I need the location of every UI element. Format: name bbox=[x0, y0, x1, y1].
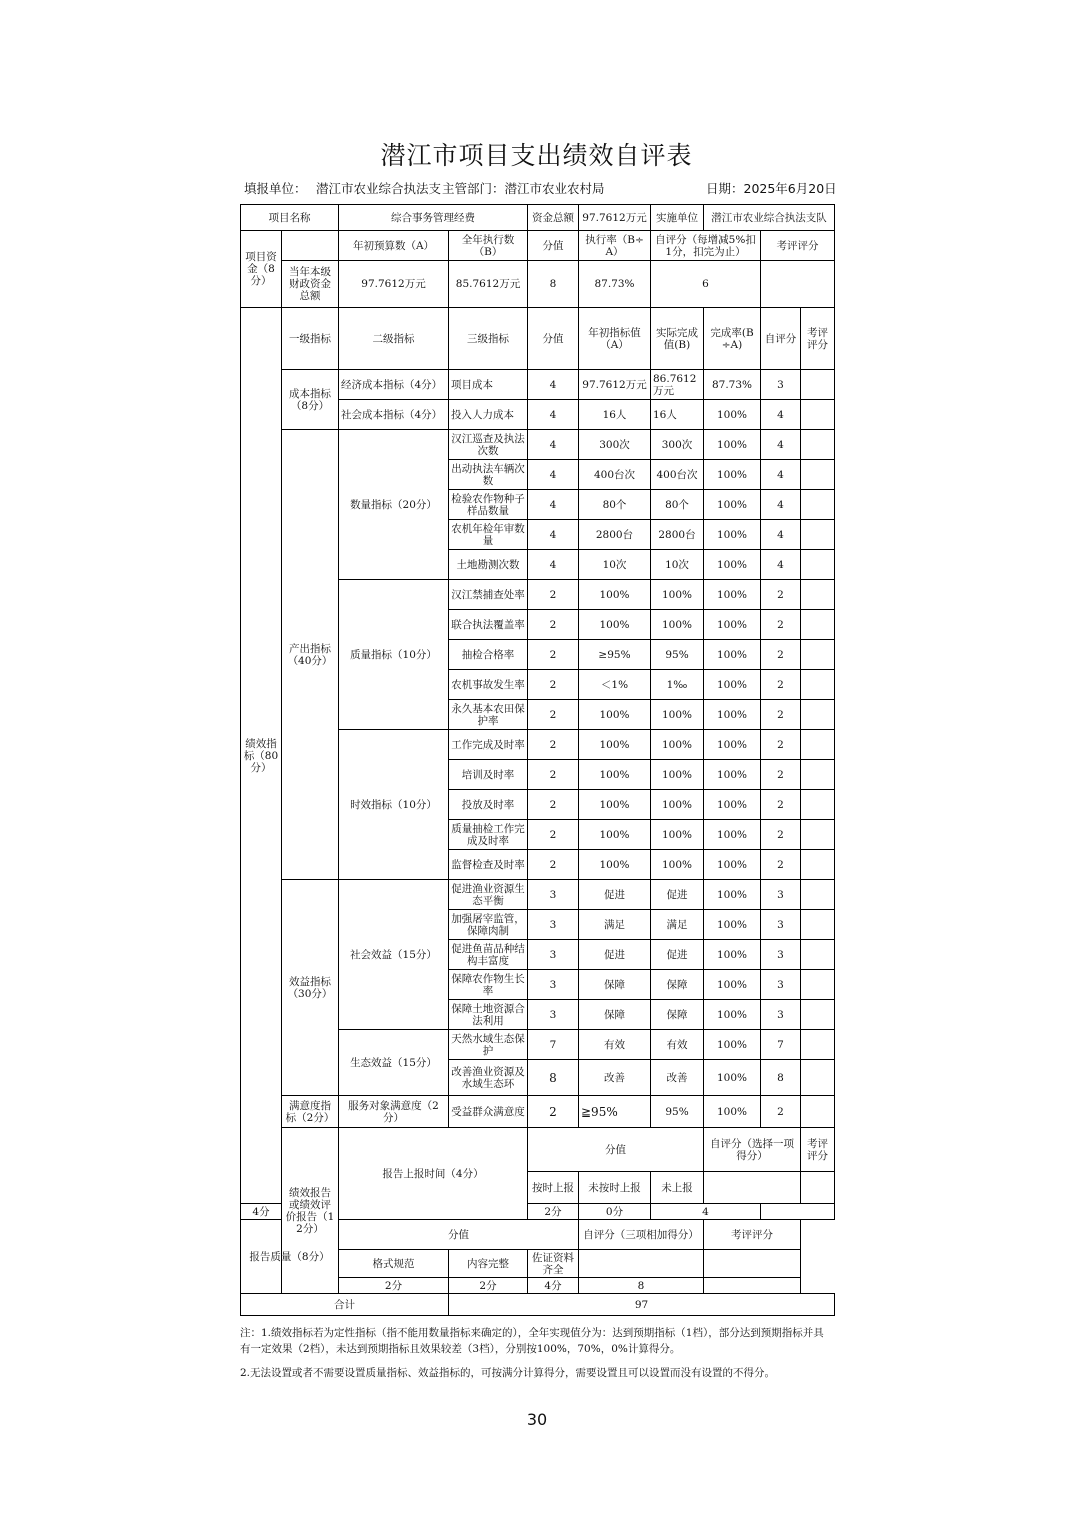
indicator-score: 2 bbox=[528, 700, 579, 730]
indicator-rate: 100% bbox=[704, 1096, 761, 1128]
report-quality-label: 报告质量（8分） bbox=[241, 1220, 339, 1294]
indicator-actual: 100% bbox=[651, 730, 704, 760]
indicator-name: 汉江禁捕查处率 bbox=[449, 580, 528, 610]
indicator-rate: 87.73% bbox=[704, 370, 761, 400]
indicator-rate: 100% bbox=[704, 1030, 761, 1060]
quality-review-blank bbox=[704, 1250, 801, 1278]
report-self-choose: 自评分（选择一项得分） bbox=[704, 1128, 801, 1172]
indicator-target: 100% bbox=[579, 790, 651, 820]
quality-review-label: 考评评分 bbox=[704, 1220, 801, 1250]
indicator-score: 4 bbox=[528, 400, 579, 430]
points-on-time: 4分 bbox=[241, 1204, 282, 1220]
indicator-target: 100% bbox=[579, 580, 651, 610]
points-content: 2分 bbox=[449, 1278, 528, 1294]
indicator-self: 2 bbox=[761, 760, 801, 790]
indicator-rate: 100% bbox=[704, 790, 761, 820]
report-date: 日期：2025年6月20日 bbox=[706, 181, 837, 196]
perf-score-header: 分值 bbox=[528, 308, 579, 370]
indicator-rate: 100% bbox=[704, 460, 761, 490]
indicator-score: 4 bbox=[528, 520, 579, 550]
indicator-actual: 100% bbox=[651, 700, 704, 730]
indicator-rate: 100% bbox=[704, 1060, 761, 1096]
indicator-self: 4 bbox=[761, 550, 801, 580]
indicator-score: 2 bbox=[528, 820, 579, 850]
exec-header: 全年执行数（B） bbox=[449, 231, 528, 261]
budget-value: 97.7612万元 bbox=[339, 261, 449, 308]
total-funds: 97.7612万元 bbox=[579, 205, 651, 231]
page-number: 30 bbox=[526, 1410, 548, 1429]
indicator-rate: 100% bbox=[704, 970, 761, 1000]
indicator-target: 满足 bbox=[579, 910, 651, 940]
indicator-actual: 改善 bbox=[651, 1060, 704, 1096]
indicator-review bbox=[801, 430, 835, 460]
indicator-actual: 100% bbox=[651, 580, 704, 610]
points-evidence: 4分 bbox=[528, 1278, 579, 1294]
indicator-name: 培训及时率 bbox=[449, 760, 528, 790]
indicator-target: 97.7612万元 bbox=[579, 370, 651, 400]
indicator-self: 3 bbox=[761, 370, 801, 400]
supervising-dept: 主管部门：潜江市农业农村局 bbox=[442, 181, 605, 196]
indicator-actual: 100% bbox=[651, 760, 704, 790]
fill-unit-value: 潜江市农业综合执法支 bbox=[316, 181, 442, 196]
satisfaction-indicator: 满意度指标（2分） bbox=[282, 1096, 339, 1128]
indicator-self: 2 bbox=[761, 610, 801, 640]
indicator-rate: 100% bbox=[704, 880, 761, 910]
option-format: 格式规范 bbox=[339, 1250, 449, 1278]
indicator-actual: 95% bbox=[651, 640, 704, 670]
indicator-rate: 100% bbox=[704, 490, 761, 520]
indicator-name: 汉江巡查及执法次数 bbox=[449, 430, 528, 460]
indicator-actual: 1‰ bbox=[651, 670, 704, 700]
indicator-score: 2 bbox=[528, 850, 579, 880]
benefit-indicator: 效益指标（30分） bbox=[282, 880, 339, 1096]
indicator-actual: 100% bbox=[651, 850, 704, 880]
social-cost-indicator: 社会成本指标（4分） bbox=[339, 400, 449, 430]
indicator-target: 保障 bbox=[579, 970, 651, 1000]
indicator-target: 2800台 bbox=[579, 520, 651, 550]
option-evidence: 佐证资料齐全 bbox=[528, 1250, 579, 1278]
total-funds-label: 资金总额 bbox=[528, 205, 579, 231]
indicator-actual: 保障 bbox=[651, 970, 704, 1000]
report-time-self-score: 4 bbox=[651, 1204, 761, 1220]
cost-indicator: 成本指标（8分） bbox=[282, 370, 339, 430]
perf-review-header: 考评评分 bbox=[801, 308, 835, 370]
indicator-self: 4 bbox=[761, 400, 801, 430]
points-format: 2分 bbox=[339, 1278, 449, 1294]
indicator-score: 2 bbox=[528, 670, 579, 700]
indicator-self: 3 bbox=[761, 1000, 801, 1030]
indicator-self: 2 bbox=[761, 580, 801, 610]
page-title: 潜江市项目支出绩效自评表 bbox=[380, 141, 693, 170]
indicator-target: 10次 bbox=[579, 550, 651, 580]
project-name: 综合事务管理经费 bbox=[339, 205, 528, 231]
indicator-name: 保障农作物生长率 bbox=[449, 970, 528, 1000]
indicator-name: 监督检查及时率 bbox=[449, 850, 528, 880]
indicator-rate: 100% bbox=[704, 550, 761, 580]
indicator-name: 改善渔业资源及水域生态环 bbox=[449, 1060, 528, 1096]
indicator-target: 100% bbox=[579, 700, 651, 730]
indicator-name: 促进鱼苗品种结构丰富度 bbox=[449, 940, 528, 970]
indicator-score: 7 bbox=[528, 1030, 579, 1060]
indicator-target: ≥95% bbox=[579, 640, 651, 670]
indicator-review bbox=[801, 970, 835, 1000]
indicator-rate: 100% bbox=[704, 520, 761, 550]
indicator-name: 联合执法覆盖率 bbox=[449, 610, 528, 640]
indicator-score: 2 bbox=[528, 790, 579, 820]
indicator-score: 3 bbox=[528, 910, 579, 940]
indicator-actual: 有效 bbox=[651, 1030, 704, 1060]
indicator-review bbox=[801, 820, 835, 850]
quality-score-label: 分值 bbox=[339, 1220, 579, 1250]
target-header: 年初指标值（A） bbox=[579, 308, 651, 370]
indicator-name: 加强屠宰监管，保障肉制 bbox=[449, 910, 528, 940]
budget-header: 年初预算数（A） bbox=[339, 231, 449, 261]
indicator-target: 80个 bbox=[579, 490, 651, 520]
indicator-score: 3 bbox=[528, 1000, 579, 1030]
indicator-score: 2 bbox=[528, 610, 579, 640]
indicator-review bbox=[801, 460, 835, 490]
indicator-name: 促进渔业资源生态平衡 bbox=[449, 880, 528, 910]
indicator-target: 100% bbox=[579, 730, 651, 760]
indicator-self: 2 bbox=[761, 730, 801, 760]
indicator-name: 工作完成及时率 bbox=[449, 730, 528, 760]
funds-review-value bbox=[761, 261, 835, 308]
indicator-score: 8 bbox=[528, 1060, 579, 1096]
indicator-actual: 10次 bbox=[651, 550, 704, 580]
indicator-actual: 100% bbox=[651, 820, 704, 850]
indicator-self: 4 bbox=[761, 460, 801, 490]
indicator-rate: 100% bbox=[704, 850, 761, 880]
indicator-target: 100% bbox=[579, 760, 651, 790]
exec-rate-header: 执行率（B÷A） bbox=[579, 231, 651, 261]
indicator-actual: 保障 bbox=[651, 1000, 704, 1030]
indicator-actual: 300次 bbox=[651, 430, 704, 460]
indicator-actual: 促进 bbox=[651, 880, 704, 910]
indicator-review bbox=[801, 730, 835, 760]
indicator-target: 100% bbox=[579, 610, 651, 640]
option-content: 内容完整 bbox=[449, 1250, 528, 1278]
indicator-score: 3 bbox=[528, 970, 579, 1000]
indicator-rate: 100% bbox=[704, 640, 761, 670]
points-late: 2分 bbox=[528, 1204, 579, 1220]
timeliness-indicator: 时效指标（10分） bbox=[339, 730, 449, 880]
exec-rate-value: 87.73% bbox=[579, 261, 651, 308]
indicator-name: 出动执法车辆次数 bbox=[449, 460, 528, 490]
indicator-name: 农机年检年审数量 bbox=[449, 520, 528, 550]
indicator-rate: 100% bbox=[704, 760, 761, 790]
level3-header: 三级指标 bbox=[449, 308, 528, 370]
indicator-score: 4 bbox=[528, 430, 579, 460]
indicator-review bbox=[801, 550, 835, 580]
indicator-review bbox=[801, 940, 835, 970]
indicator-name: 检验农作物种子样品数量 bbox=[449, 490, 528, 520]
indicator-score: 4 bbox=[528, 550, 579, 580]
indicator-name: 保障土地资源合法利用 bbox=[449, 1000, 528, 1030]
indicator-rate: 100% bbox=[704, 940, 761, 970]
report-time-review bbox=[761, 1204, 835, 1220]
indicator-target: 400台次 bbox=[579, 460, 651, 490]
indicator-rate: 100% bbox=[704, 400, 761, 430]
indicator-review bbox=[801, 910, 835, 940]
indicator-self: 3 bbox=[761, 910, 801, 940]
quality-self-sum: 自评分（三项相加得分） bbox=[579, 1220, 704, 1250]
indicator-score: 2 bbox=[528, 640, 579, 670]
indicator-name: 永久基本农田保护率 bbox=[449, 700, 528, 730]
impl-unit: 潜江市农业综合执法支队 bbox=[704, 205, 835, 231]
indicator-actual: 16人 bbox=[651, 400, 704, 430]
indicator-score: 4 bbox=[528, 460, 579, 490]
total-label: 合计 bbox=[241, 1294, 449, 1316]
indicator-score: 2 bbox=[528, 730, 579, 760]
indicator-name: 质量抽检工作完成及时率 bbox=[449, 820, 528, 850]
report-score-label: 分值 bbox=[528, 1128, 704, 1172]
indicator-target: 100% bbox=[579, 850, 651, 880]
output-indicator: 产出指标（40分） bbox=[282, 430, 339, 880]
indicator-rate: 100% bbox=[704, 610, 761, 640]
funds-score-value: 8 bbox=[528, 261, 579, 308]
indicator-self: 8 bbox=[761, 1060, 801, 1096]
time-self-blank bbox=[704, 1172, 801, 1204]
indicator-target: 有效 bbox=[579, 1030, 651, 1060]
funds-self-header: 自评分（每增减5%扣1分，扣完为止） bbox=[651, 231, 761, 261]
eco-benefit-indicator: 生态效益（15分） bbox=[339, 1030, 449, 1096]
funds-blank-cell bbox=[282, 231, 339, 261]
report-time-label: 报告上报时间（4分） bbox=[339, 1128, 528, 1220]
indicator-review bbox=[801, 850, 835, 880]
report-section: 绩效报告或绩效评价报告（12分） bbox=[282, 1128, 339, 1294]
indicator-rate: 100% bbox=[704, 430, 761, 460]
indicator-review bbox=[801, 790, 835, 820]
impl-unit-label: 实施单位 bbox=[651, 205, 704, 231]
indicator-rate: 100% bbox=[704, 700, 761, 730]
indicator-actual: 满足 bbox=[651, 910, 704, 940]
points-not-reported: 0分 bbox=[579, 1204, 651, 1220]
indicator-rate: 100% bbox=[704, 670, 761, 700]
indicator-name: 农机事故发生率 bbox=[449, 670, 528, 700]
quality-self-blank bbox=[579, 1250, 704, 1278]
indicator-self: 4 bbox=[761, 430, 801, 460]
indicator-target: 促进 bbox=[579, 880, 651, 910]
indicator-score: 2 bbox=[528, 1096, 579, 1128]
indicator-score: 3 bbox=[528, 880, 579, 910]
indicator-self: 2 bbox=[761, 1096, 801, 1128]
indicator-target: 300次 bbox=[579, 430, 651, 460]
indicator-review bbox=[801, 880, 835, 910]
funds-self-value: 6 bbox=[651, 261, 761, 308]
footnote-2: 2.无法设置或者不需要设置质量指标、效益指标的，可按满分计算得分，需要设置且可以设置而没有设置的不得分。 bbox=[240, 1367, 776, 1379]
level1-header: 一级指标 bbox=[282, 308, 339, 370]
indicator-rate: 100% bbox=[704, 580, 761, 610]
indicator-actual: 100% bbox=[651, 610, 704, 640]
indicator-rate: 100% bbox=[704, 1000, 761, 1030]
indicator-actual: 2800台 bbox=[651, 520, 704, 550]
indicator-target: 改善 bbox=[579, 1060, 651, 1096]
perf-self-header: 自评分 bbox=[761, 308, 801, 370]
indicator-name: 抽检合格率 bbox=[449, 640, 528, 670]
indicator-review bbox=[801, 670, 835, 700]
funds-row-label: 当年本级财政资金总额 bbox=[282, 261, 339, 308]
indicator-score: 3 bbox=[528, 940, 579, 970]
indicator-score: 4 bbox=[528, 490, 579, 520]
indicator-self: 2 bbox=[761, 790, 801, 820]
indicator-self: 2 bbox=[761, 850, 801, 880]
indicator-review bbox=[801, 700, 835, 730]
project-name-label: 项目名称 bbox=[241, 205, 339, 231]
indicator-review bbox=[801, 400, 835, 430]
funds-review-header: 考评评分 bbox=[761, 231, 835, 261]
indicator-self: 4 bbox=[761, 490, 801, 520]
indicator-target: 促进 bbox=[579, 940, 651, 970]
indicator-review bbox=[801, 370, 835, 400]
indicator-self: 2 bbox=[761, 670, 801, 700]
indicator-score: 4 bbox=[528, 370, 579, 400]
indicator-actual: 100% bbox=[651, 790, 704, 820]
indicator-review bbox=[801, 1000, 835, 1030]
indicator-score: 2 bbox=[528, 580, 579, 610]
funds-score-header: 分值 bbox=[528, 231, 579, 261]
indicator-actual: 80个 bbox=[651, 490, 704, 520]
funds-section: 项目资金（8分） bbox=[241, 231, 282, 308]
indicator-actual: 86.7612万元 bbox=[651, 370, 704, 400]
indicator-review bbox=[801, 580, 835, 610]
completion-header: 完成率(B÷A) bbox=[704, 308, 761, 370]
indicator-target: ＜1% bbox=[579, 670, 651, 700]
indicator-self: 4 bbox=[761, 520, 801, 550]
indicator-actual: 400台次 bbox=[651, 460, 704, 490]
indicator-name: 天然水域生态保护 bbox=[449, 1030, 528, 1060]
indicator-target: 保障 bbox=[579, 1000, 651, 1030]
indicator-target: 16人 bbox=[579, 400, 651, 430]
indicator-name: 项目成本 bbox=[449, 370, 528, 400]
level2-header: 二级指标 bbox=[339, 308, 449, 370]
indicator-name: 投放及时率 bbox=[449, 790, 528, 820]
indicator-rate: 100% bbox=[704, 820, 761, 850]
option-not-reported: 未上报 bbox=[651, 1172, 704, 1204]
indicator-target: ≧95% bbox=[579, 1096, 651, 1128]
actual-header: 实际完成值(B) bbox=[651, 308, 704, 370]
indicator-review bbox=[801, 1096, 835, 1128]
indicator-target: 100% bbox=[579, 820, 651, 850]
indicator-self: 2 bbox=[761, 820, 801, 850]
indicator-rate: 100% bbox=[704, 730, 761, 760]
indicator-name: 投入人力成本 bbox=[449, 400, 528, 430]
indicator-review bbox=[801, 1060, 835, 1096]
indicator-rate: 100% bbox=[704, 910, 761, 940]
indicator-review bbox=[801, 520, 835, 550]
report-quality-self-score: 8 bbox=[579, 1278, 704, 1294]
social-benefit-indicator: 社会效益（15分） bbox=[339, 880, 449, 1030]
time-review-blank bbox=[801, 1172, 835, 1204]
indicator-score: 2 bbox=[528, 760, 579, 790]
indicator-review bbox=[801, 640, 835, 670]
exec-value: 85.7612万元 bbox=[449, 261, 528, 308]
perf-section: 绩效指标（80分） bbox=[241, 308, 282, 1204]
indicator-self: 3 bbox=[761, 880, 801, 910]
total-value: 97 bbox=[449, 1294, 835, 1316]
indicator-name: 土地勘测次数 bbox=[449, 550, 528, 580]
footnote-1: 注：1.绩效指标若为定性指标（指不能用数量指标来确定的），全年实现值分为：达到预期指标（1档），部分达到预期指标并具有一定效果（2档），未达到预期指标且效果较差（3档），分别按100%，70%，0%计算得分。 bbox=[240, 1327, 824, 1355]
evaluation-table bbox=[240, 204, 835, 1316]
indicator-self: 7 bbox=[761, 1030, 801, 1060]
econ-cost-indicator: 经济成本指标（4分） bbox=[339, 370, 449, 400]
indicator-self: 3 bbox=[761, 940, 801, 970]
indicator-actual: 促进 bbox=[651, 940, 704, 970]
quality-indicator: 质量指标（10分） bbox=[339, 580, 449, 730]
report-quality-review bbox=[704, 1278, 801, 1294]
indicator-name: 受益群众满意度 bbox=[449, 1096, 528, 1128]
indicator-actual: 95% bbox=[651, 1096, 704, 1128]
fill-unit-label: 填报单位： bbox=[244, 181, 307, 196]
option-on-time: 按时上报 bbox=[528, 1172, 579, 1204]
indicator-review bbox=[801, 1030, 835, 1060]
indicator-self: 2 bbox=[761, 640, 801, 670]
indicator-self: 3 bbox=[761, 970, 801, 1000]
indicator-review bbox=[801, 760, 835, 790]
quantity-indicator: 数量指标（20分） bbox=[339, 430, 449, 580]
option-late: 未按时上报 bbox=[579, 1172, 651, 1204]
indicator-review bbox=[801, 610, 835, 640]
service-satisfaction-indicator: 服务对象满意度（2分） bbox=[339, 1096, 449, 1128]
report-review-label: 考评评分 bbox=[801, 1128, 835, 1172]
indicator-review bbox=[801, 490, 835, 520]
indicator-self: 2 bbox=[761, 700, 801, 730]
